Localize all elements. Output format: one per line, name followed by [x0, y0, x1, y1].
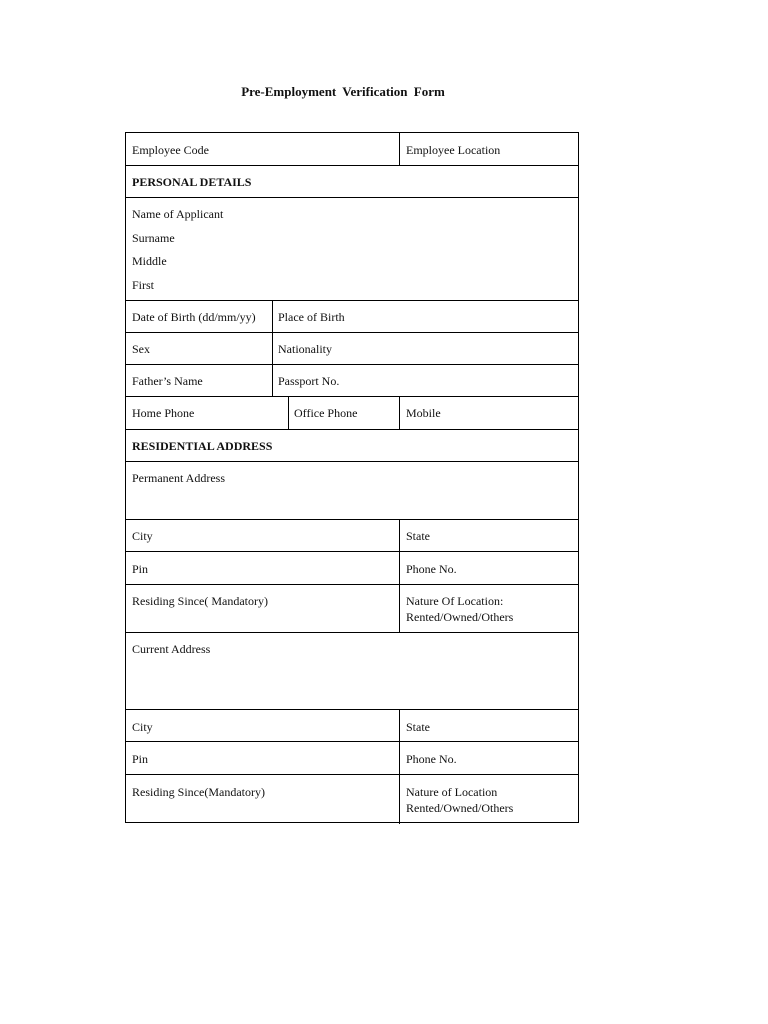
row-divider: [126, 300, 578, 301]
row-divider: [126, 519, 578, 520]
row-divider: [126, 741, 578, 742]
current-phone-no-label: Phone No.: [406, 752, 457, 766]
permanent-pin-label: Pin: [132, 562, 149, 576]
current-residing-since-label: Residing Since(Mandatory): [132, 785, 265, 799]
first-name-label: First: [132, 278, 155, 292]
surname-label: Surname: [132, 231, 175, 245]
fathers-name-label: Father’s Name: [132, 374, 203, 388]
row-divider: [126, 332, 578, 333]
permanent-state-label: State: [406, 529, 430, 543]
row-divider: [126, 197, 578, 198]
date-of-birth-label: Date of Birth (dd/mm/yy): [132, 310, 256, 324]
name-of-applicant-label: Name of Applicant: [132, 207, 224, 221]
middle-name-label: Middle: [132, 254, 167, 268]
row-divider: [126, 429, 578, 430]
column-divider: [399, 396, 400, 429]
home-phone-label: Home Phone: [132, 406, 195, 420]
current-nature-of-location-options: Rented/Owned/Others: [406, 801, 514, 815]
verification-form-table: [125, 132, 579, 823]
office-phone-label: Office Phone: [294, 406, 358, 420]
column-divider: [272, 300, 273, 396]
residential-address-heading: RESIDENTIAL ADDRESS: [132, 439, 273, 453]
passport-no-label: Passport No.: [278, 374, 340, 388]
row-divider: [126, 396, 578, 397]
row-divider: [126, 461, 578, 462]
row-divider: [126, 364, 578, 365]
permanent-nature-of-location-options: Rented/Owned/Others: [406, 610, 514, 624]
row-divider: [126, 774, 578, 775]
sex-label: Sex: [132, 342, 150, 356]
current-state-label: State: [406, 720, 430, 734]
permanent-address-label: Permanent Address: [132, 471, 225, 485]
row-divider: [126, 709, 578, 710]
row-divider: [126, 632, 578, 633]
employee-location-label: Employee Location: [406, 143, 501, 157]
current-pin-label: Pin: [132, 752, 149, 766]
current-address-label: Current Address: [132, 642, 211, 656]
current-nature-of-location-label: Nature of Location: [406, 785, 498, 799]
form-title: Pre-Employment Verification Form: [241, 84, 445, 99]
permanent-phone-no-label: Phone No.: [406, 562, 457, 576]
permanent-nature-of-location-label: Nature Of Location:: [406, 594, 504, 608]
personal-details-heading: PERSONAL DETAILS: [132, 175, 252, 189]
column-divider: [399, 709, 400, 824]
employee-code-label: Employee Code: [132, 143, 209, 157]
column-divider: [288, 396, 289, 429]
row-divider: [126, 165, 578, 166]
permanent-residing-since-label: Residing Since( Mandatory): [132, 594, 268, 608]
row-divider: [126, 551, 578, 552]
column-divider: [399, 133, 400, 165]
current-city-label: City: [132, 720, 153, 734]
permanent-city-label: City: [132, 529, 153, 543]
nationality-label: Nationality: [278, 342, 332, 356]
place-of-birth-label: Place of Birth: [278, 310, 345, 324]
mobile-label: Mobile: [406, 406, 441, 420]
column-divider: [399, 519, 400, 632]
row-divider: [126, 584, 578, 585]
